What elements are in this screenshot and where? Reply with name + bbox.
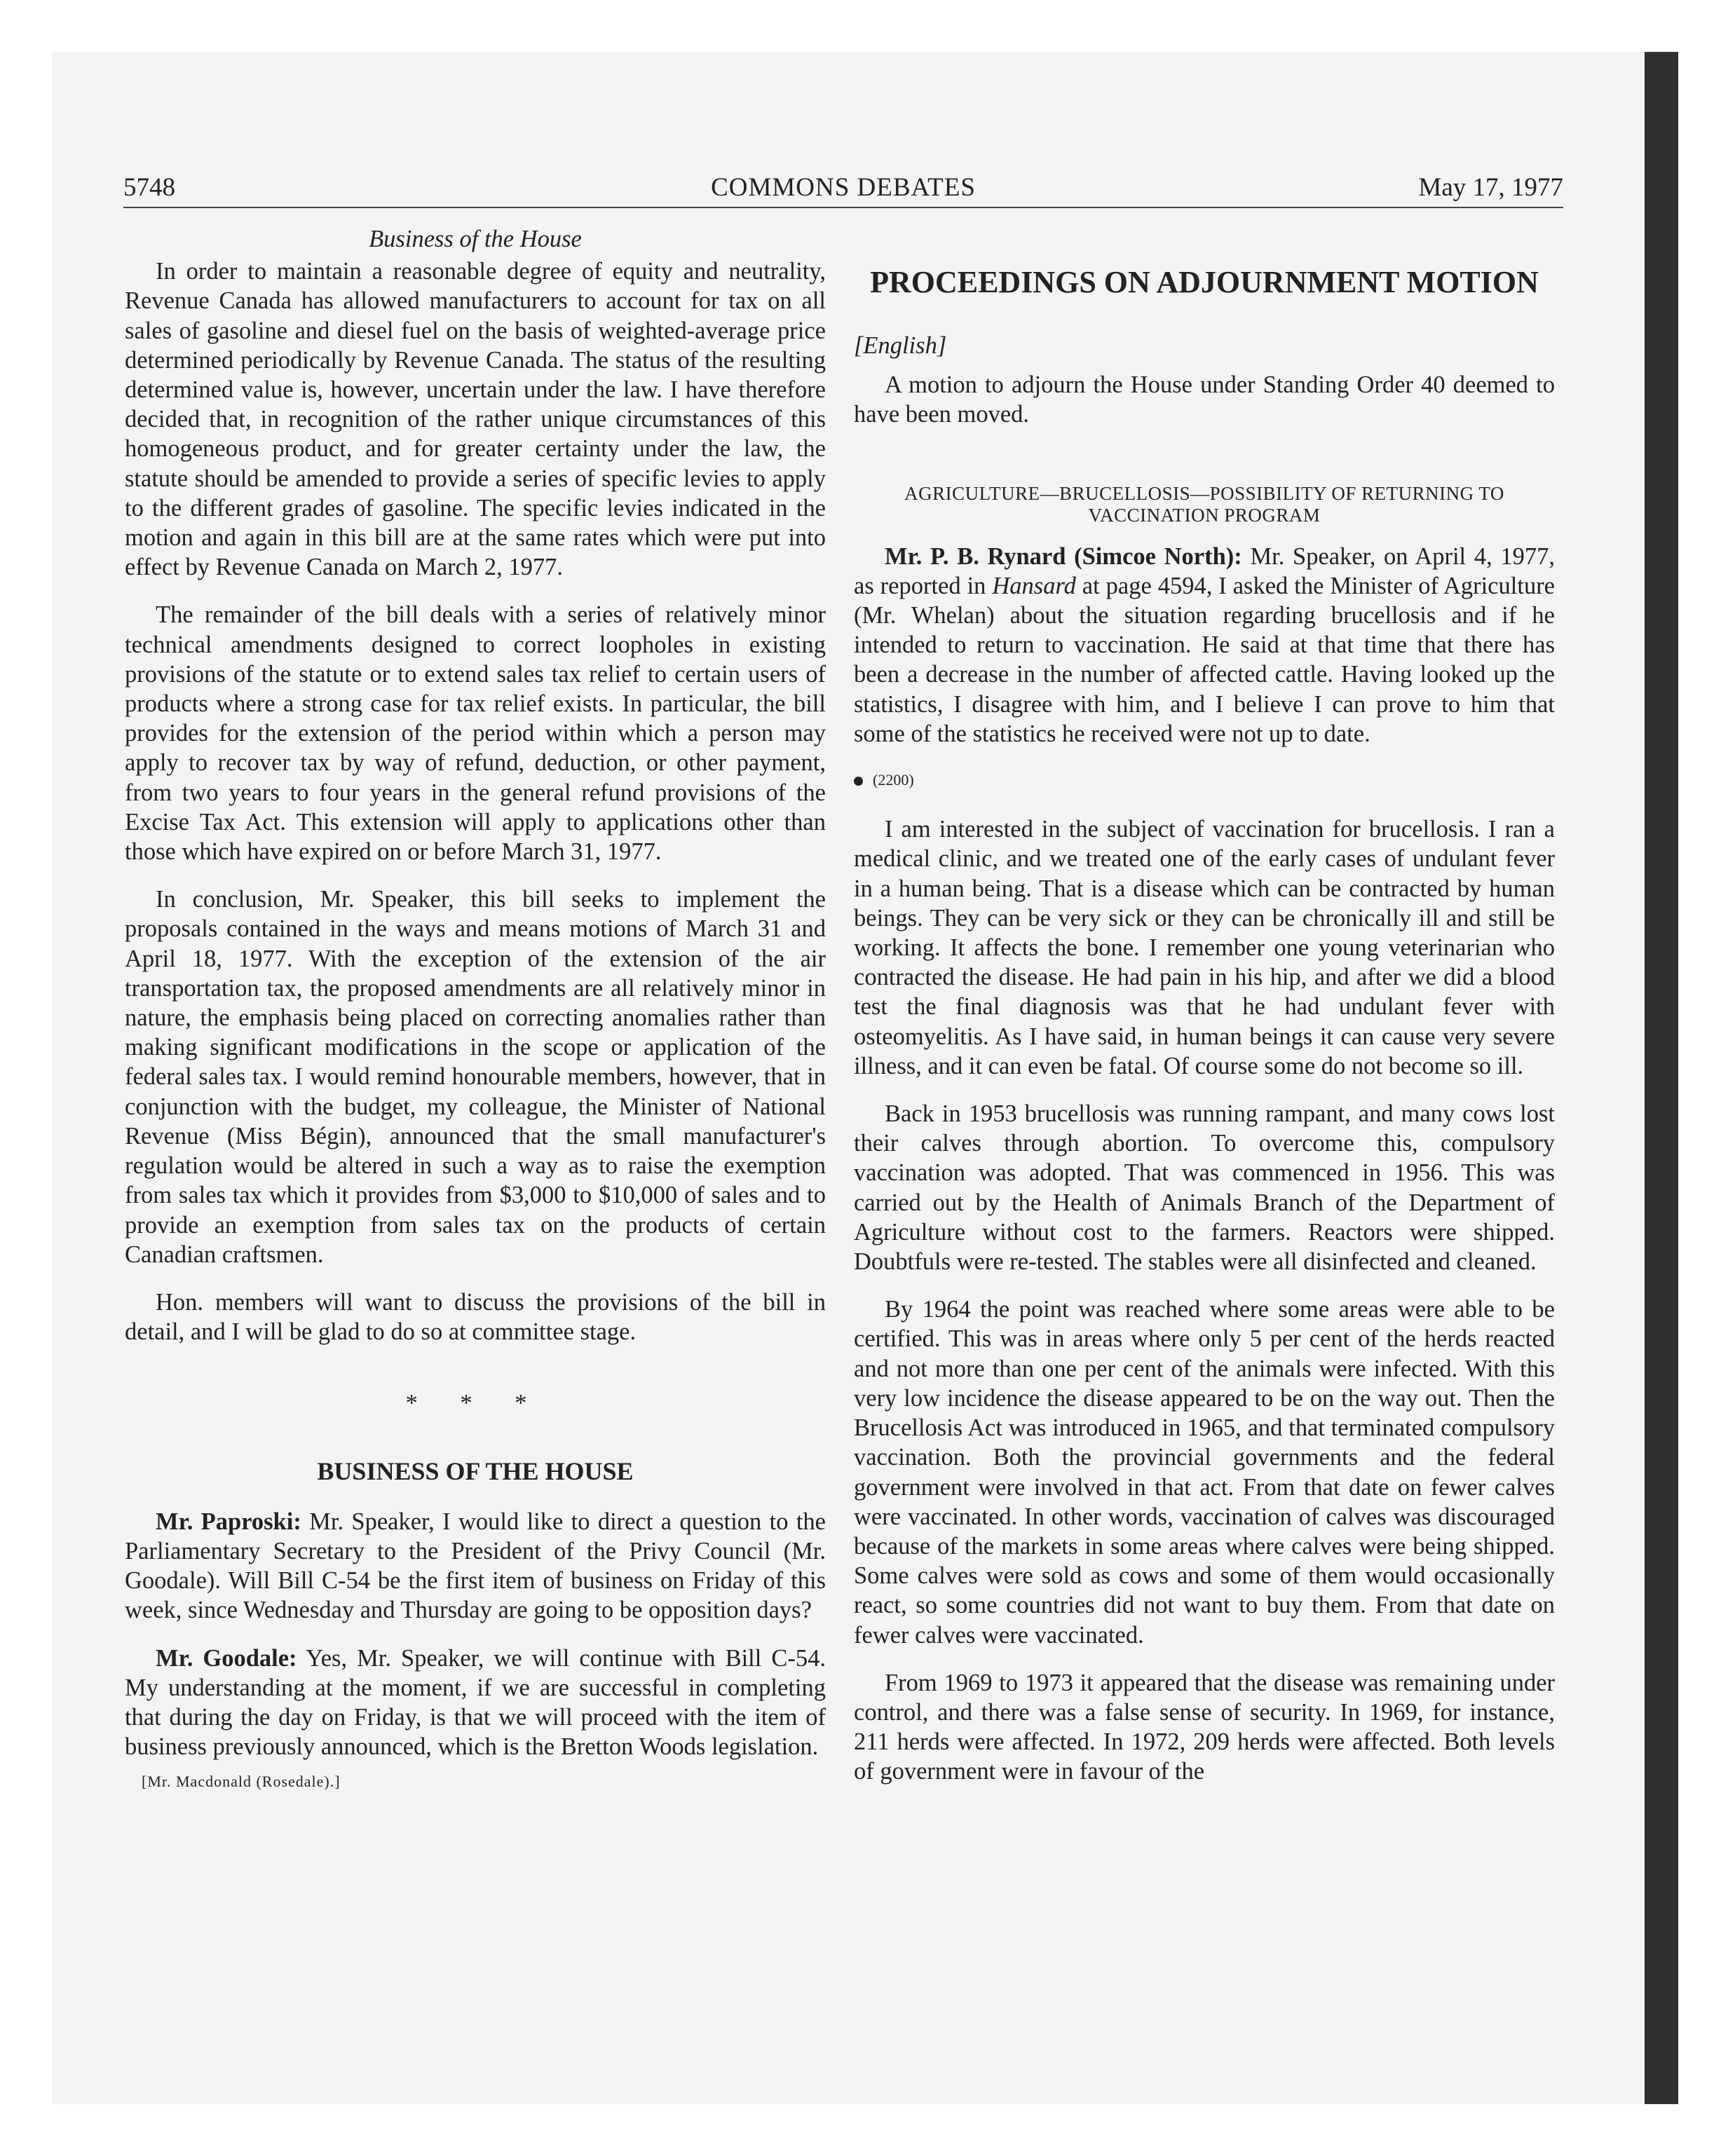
bullet-dot-icon xyxy=(854,777,863,786)
section-title: BUSINESS OF THE HOUSE xyxy=(317,1456,634,1485)
speech-paragraph xyxy=(125,1507,826,1625)
motion-paragraph: A motion to adjourn the House under Standing Order 40 deemed to have been moved. xyxy=(854,371,1555,428)
topic-subheading: AGRICULTURE—BRUCELLOSIS—POSSIBILITY OF RETURNING TO VACCINATION PROGRAM xyxy=(904,482,1504,526)
speech-text: at page 4594, I asked the Minister of Agriculture (Mr. Whelan) about the situation regarding brucellosis and if he intended to return to vaccination. He said at that time that there has been a decrease in the number of affected cattle. Having looked up the statistics, I disagree with him, and I believe I can prove to him that some of the statistics he received were not up to date. xyxy=(854,572,1555,747)
page-number: 5748 xyxy=(123,173,175,202)
speech-text: Yes, Mr. Speaker, we will continue with Bill C-54. My understanding at the moment, if we are successful in completing that during the day on Friday, is that we will proceed with the item of business previously announced, which is the Bretton Woods legislation. xyxy=(125,1644,826,1761)
hansard-reference: Hansard xyxy=(992,572,1076,599)
paragraph: By 1964 the point was reached where some areas were able to be certified. This was in areas where only 5 per cent of the herds reacted and not more than one per cent of the animals were infected. With this very low incidence the disease appeared to be on the way out. Then the Brucellosis Act was introduced in 1965, and that terminated compulsory vaccination. Both the provincial governments and the federal government were involved in that act. From that date on fewer calves were vaccinated. In other words, vaccination of calves was discouraged because of the markets in some areas where calves were being shipped. Some calves were sold as cows and some of them would occasionally react, so some countries did not want to buy them. From that date on fewer calves were vaccinated. xyxy=(854,1296,1555,1649)
proceedings-title: PROCEEDINGS ON ADJOURNMENT MOTION xyxy=(870,265,1539,299)
right-column xyxy=(854,224,1555,1787)
running-head: Business of the House xyxy=(369,226,582,252)
speech-text: Mr. Speaker, on April 4, 1977, as reported in xyxy=(854,543,1555,599)
scan-edge-shadow xyxy=(1645,52,1678,2104)
speech-paragraph xyxy=(125,1644,826,1762)
left-column xyxy=(125,224,826,1792)
speaker-name: Mr. Goodale: xyxy=(156,1644,297,1672)
time-marker-label: (2200) xyxy=(873,771,914,789)
language-tag: [English] xyxy=(854,332,947,359)
page-date: May 17, 1977 xyxy=(1418,173,1563,202)
paragraph: In conclusion, Mr. Speaker, this bill seeks to implement the proposals contained in the ways and means motions of March 31 and April 18, 1977. With the exception of the extension of the air transportation tax, the proposed amendments are all relatively minor in nature, the emphasis being placed on correcting anomalies rather than making significant modifications in the scope or application of the federal sales tax. I would remind honourable members, however, that in conjunction with the budget, my colleague, the Minister of National Revenue (Miss Bégin), announced that the small manufacturer's regulation would be altered in such a way as to raise the exemption from sales tax which it provides from $3,000 to $10,000 of sales and to provide an exemption from sales tax on the products of certain Canadian craftsmen. xyxy=(125,886,826,1268)
page-header xyxy=(123,172,1563,208)
paragraph: Hon. members will want to discuss the provisions of the bill in detail, and I will be glad to do so at committee stage. xyxy=(125,1288,826,1346)
paragraph: In order to maintain a reasonable degree of equity and neutrality, Revenue Canada has allowed manufacturers to account for tax on all sales of gasoline and diesel fuel on the basis of weighted-average price determined periodically by Revenue Canada. The status of the resulting determined value is, however, uncertain under the law. I have therefore decided that, in recognition of the rather unique circumstances of this homogeneous product, and for greater certainty under the law, the statute should be amended to provide a series of specific levies to apply to the different grades of gasoline. The specific levies indicated in the motion and again in this bill are at the same rates which were put into effect by Revenue Canada on March 2, 1977. xyxy=(125,258,826,581)
publication-title: COMMONS DEBATES xyxy=(711,173,976,202)
time-marker xyxy=(854,765,1555,795)
speech-text: Mr. Speaker, I would like to direct a question to the Parliamentary Secretary to the President of the Privy Council (Mr. Goodale). Will Bill C-54 be the first item of business on Friday of this week, since Wednesday and Thursday are going to be opposition days? xyxy=(125,1508,826,1624)
speech-paragraph xyxy=(854,542,1555,749)
paragraph: I am interested in the subject of vaccination for brucellosis. I ran a medical clinic, and we treated one of the early cases of undulant fever in a human being. That is a disease which can be contracted by human beings. They can be very sick or they can be chronically ill and still be working. It affects the bone. I remember one young veterinarian who contracted the disease. He had pain in his hip, and after we did a blood test the final diagnosis was that he had undulant fever with osteomyelitis. As I have said, in human beings it can cause very severe illness, and it can even be fatal. Of course some do not become so ill. xyxy=(854,816,1555,1079)
section-separator: * * * xyxy=(405,1390,545,1417)
speaker-footnote: [Mr. Macdonald (Rosedale).] xyxy=(142,1773,341,1791)
speaker-name: Mr. Paproski: xyxy=(156,1508,301,1535)
paragraph: The remainder of the bill deals with a series of relatively minor technical amendments designed to correct loopholes in existing provisions of the statute or to extend sales tax relief to certain users of products where a strong case for tax relief exists. In particular, the bill provides for the extension of the period within which a person may apply to recover tax by way of refund, deduction, or other payment, from two years to four years in the general refund provisions of the Excise Tax Act. This extension will apply to applications other than those which have expired on or before March 31, 1977. xyxy=(125,601,826,866)
speaker-name: Mr. P. B. Rynard (Simcoe North): xyxy=(885,543,1242,570)
paragraph: From 1969 to 1973 it appeared that the disease was remaining under control, and there was a false sense of security. In 1969, for instance, 211 herds were affected. In 1972, 209 herds were affected. Both levels of government were in favour of the xyxy=(854,1669,1555,1785)
paragraph: Back in 1953 brucellosis was running rampant, and many cows lost their calves through abortion. To overcome this, compulsory vaccination was adopted. That was commenced in 1956. This was carried out by the Health of Animals Branch of the Department of Agriculture without cost to the farmers. Reactors were shipped. Doubtfuls were re-tested. The stables were all disinfected and cleaned. xyxy=(854,1100,1555,1276)
